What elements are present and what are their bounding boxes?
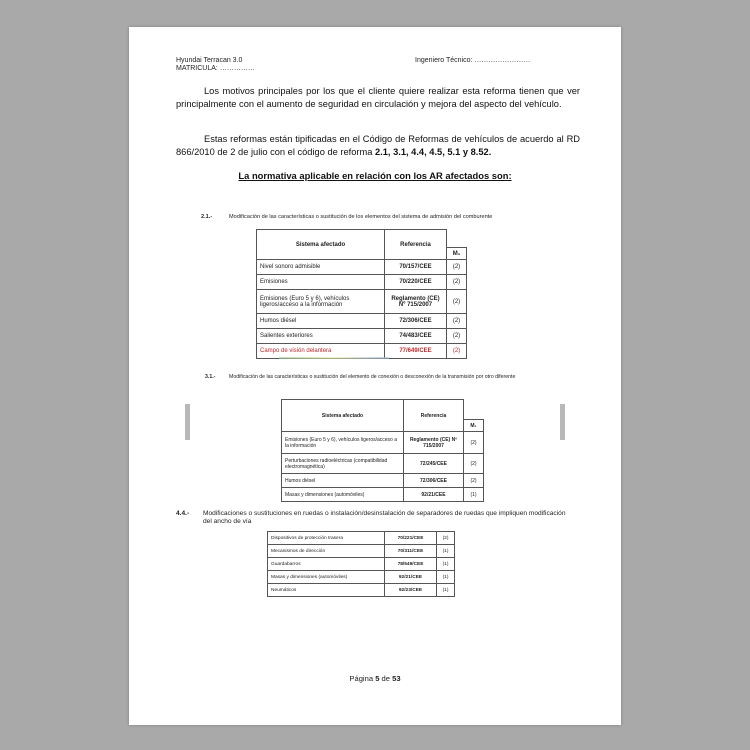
col-header-reference: Referencia — [385, 230, 447, 260]
table-section-2-1 — [256, 229, 467, 359]
col-header-m1: M₁ — [464, 420, 484, 432]
table-row: Emisiones (Euro 5 y 6), vehículos ligeros/acceso a la información Reglamento (CE) Nº 715/2007 (2) — [282, 432, 484, 454]
reform-codes: 2.1, 3.1, 4.4, 4.5, 5.1 y 8.52. — [375, 147, 492, 157]
intro-paragraph-2-text: Estas reformas están tipificadas en el Código de Reformas de vehículos de acuerdo al RD 866/2010 de 2 de julio con el código de reforma — [176, 134, 580, 157]
table-row-highlighted: Campo de visión delantera 77/649/CEE (2) — [257, 344, 467, 359]
intro-paragraph-2 — [176, 133, 580, 159]
section-3-1-number: 3.1.- — [205, 374, 216, 380]
table-row: Masas y dimensiones (automóviles) 92/21/CEE (1) — [282, 488, 484, 502]
section-4-4 — [176, 510, 576, 526]
page-number — [129, 674, 621, 683]
scrollbar-right[interactable] — [560, 404, 565, 440]
col-header-system: Sistema afectado — [282, 400, 404, 432]
section-3-1-text: Modificación de las características o sustitución del elemento de conexión o desconexión de la transmisión por otro diferente — [229, 374, 516, 380]
table-row: Nivel sonoro admisible 70/157/CEE (2) — [257, 260, 467, 275]
table-row: Salientes exteriores 74/483/CEE (2) — [257, 329, 467, 344]
table-row: Neumáticos 92/23/CEE (1) — [268, 584, 455, 597]
table-row: Guardabarros 78/549/CEE (1) — [268, 558, 455, 571]
total-pages: 53 — [392, 674, 401, 683]
page-of: de — [381, 674, 390, 683]
document-page — [129, 27, 621, 725]
scrollbar-left[interactable] — [185, 404, 190, 440]
col-header-reference: Referencia — [404, 400, 464, 432]
scan-artifact — [279, 357, 389, 359]
table-row: Emisiones 70/220/CEE (2) — [257, 275, 467, 290]
col-header-system: Sistema afectado — [257, 230, 385, 260]
header-left — [176, 57, 255, 73]
section-2-1-text: Modificación de las características o sustitución de los elementos del sistema de admisión del comburente — [229, 214, 493, 220]
table-row: Humos diésel 72/306/CEE (2) — [257, 314, 467, 329]
table-row: Emisiones (Euro 5 y 6), vehículos ligeros/acceso a la información Reglamento (CE) Nº 715/2007 (2) — [257, 290, 467, 314]
table-row: Dispositivos de protección trasera 70/221/CEE (2) — [268, 532, 455, 545]
table-row: Masas y dimensiones (automóviles) 92/21/CEE (1) — [268, 571, 455, 584]
section-4-4-number: 4.4.- — [176, 510, 190, 517]
section-3-1 — [205, 374, 535, 390]
table-section-4-4 — [267, 531, 455, 597]
table-section-3-1 — [281, 399, 484, 502]
header-vehicle: Hyundai Terracan 3.0 — [176, 57, 243, 64]
section-4-4-text: Modificaciones o sustituciones en ruedas o instalación/desinstalación de separadores de ruedas que impliquen modificación del ancho de vía — [203, 510, 566, 525]
section-heading: La normativa aplicable en relación con los AR afectados son: — [238, 170, 512, 181]
col-header-m1: M₁ — [447, 248, 467, 260]
table-row: Humos diésel 72/306/CEE (2) — [282, 474, 484, 488]
section-2-1 — [201, 214, 561, 222]
header-matricula: MATRICULA: …………… — [176, 65, 255, 72]
page-label: Página — [349, 674, 374, 683]
table-row: Perturbaciones radioeléctricas (compatibilidad electromagnética) 72/245/CEE (2) — [282, 454, 484, 474]
section-2-1-number: 2.1.- — [201, 214, 213, 220]
intro-paragraph-1: Los motivos principales por los que el cliente quiere realizar esta reforma tienen que ver principalmente con el aumento de seguridad en circulación y mejora del aspecto del vehículo. — [176, 86, 580, 109]
table-row: Mecanismos de dirección 70/311/CEE (1) — [268, 545, 455, 558]
current-page: 5 — [375, 674, 380, 683]
header-engineer: Ingeniero Técnico: …………………… — [415, 57, 531, 64]
